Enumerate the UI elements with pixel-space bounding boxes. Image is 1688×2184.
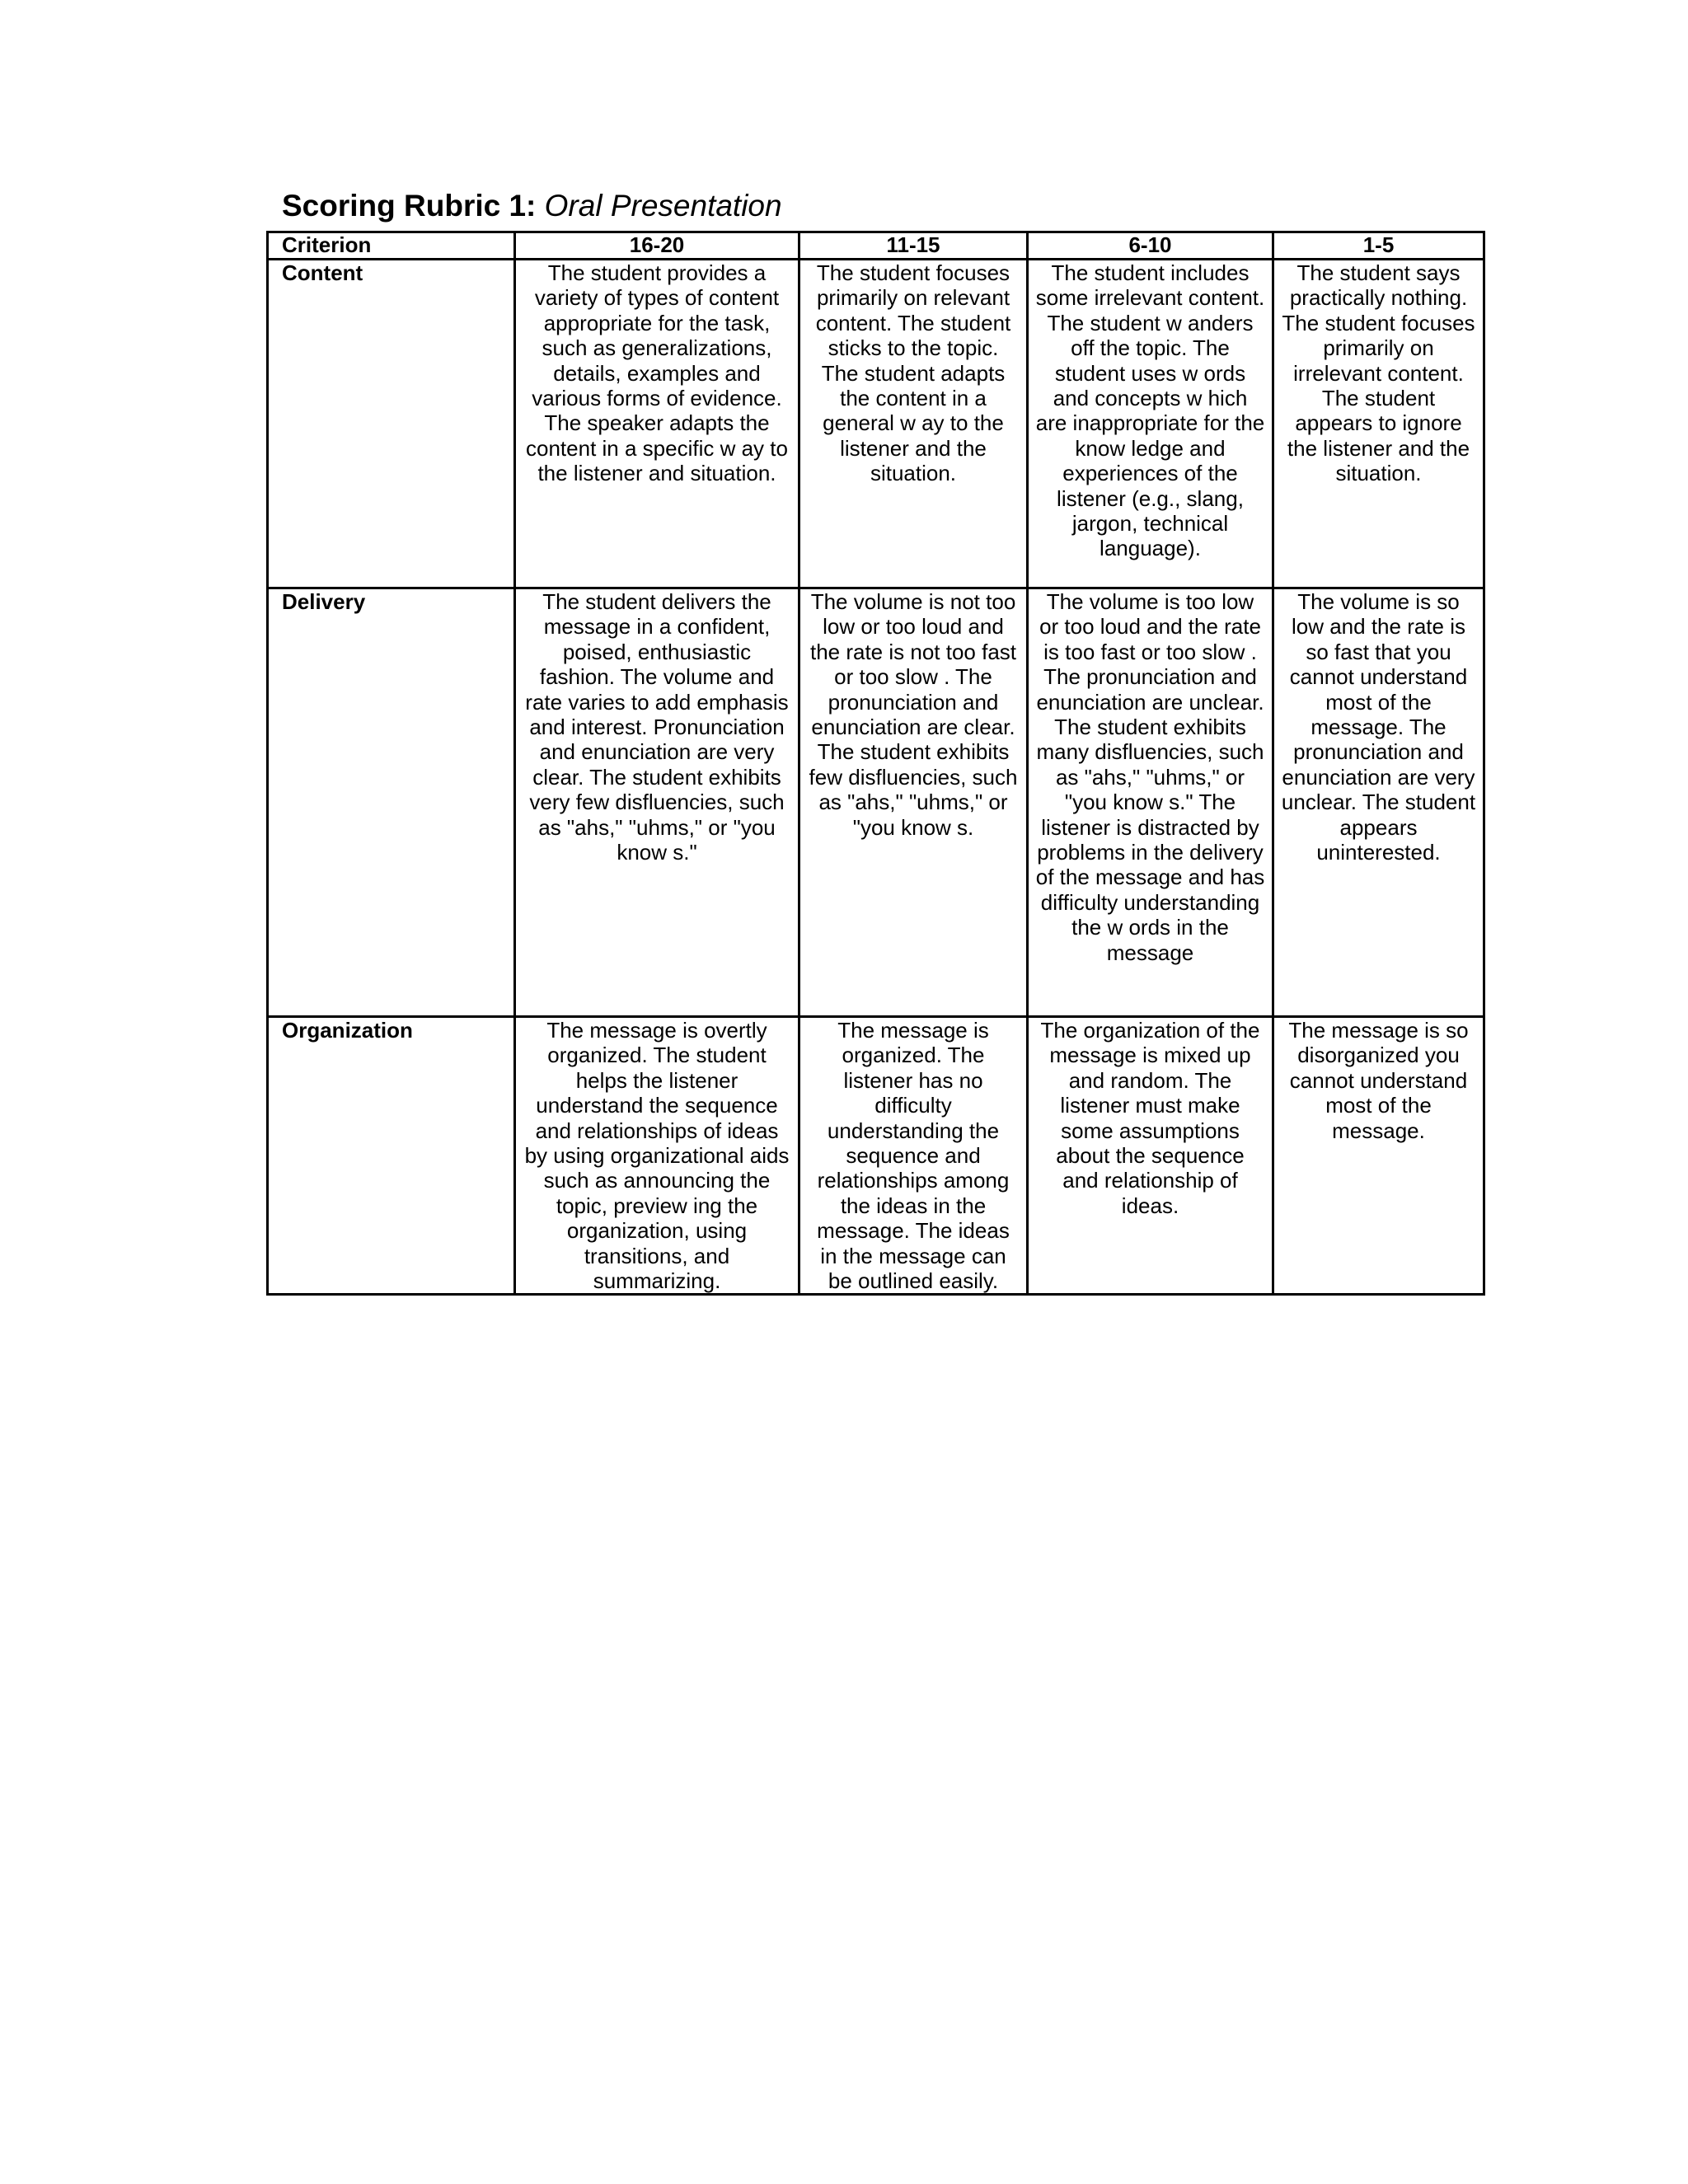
header-row <box>268 232 1484 260</box>
descriptor-cell: The student says practically nothing. The student focuses primarily on irrelevant content. The student appears to ignore the listener and the situation. <box>1273 260 1484 588</box>
title-prefix: Scoring Rubric 1: <box>282 189 545 223</box>
descriptor-cell: The student includes some irrelevant content. The student w anders off the topic. The student uses w ords and concepts w hich are inappropriate for the know ledge and experiences of the listener (e.g., slang, jargon, technical language). <box>1028 260 1273 588</box>
title-name: Oral Presentation <box>544 189 782 223</box>
table-row-organization <box>268 1017 1484 1295</box>
descriptor-cell: The student provides a variety of types of content appropriate for the task, such as generalizations, details, examples and various forms of evidence. The speaker adapts the content in a specific w ay to the listener and situation. <box>515 260 799 588</box>
descriptor-cell: The message is organized. The listener has no difficulty understanding the sequence and relationships among the ideas in the message. The ideas in the message can be outlined easily. <box>799 1017 1028 1295</box>
descriptor-cell: The message is so disorganized you cannot understand most of the message. <box>1273 1017 1484 1295</box>
rubric-title <box>282 188 782 224</box>
descriptor-cell: The volume is not too low or too loud and the rate is not too fast or too slow . The pronunciation and enunciation are clear. The student exhibits few disfluencies, such as "ahs," "uhms," or "you know s. <box>799 588 1028 1017</box>
table-row-content <box>268 260 1484 588</box>
descriptor-cell: The student delivers the message in a confident, poised, enthusiastic fashion. The volume and rate varies to add emphasis and interest. Pronunciation and enunciation are very clear. The student exhibits very few disfluencies, such as "ahs," "uhms," or "you know s." <box>515 588 799 1017</box>
descriptor-cell: The organization of the message is mixed up and random. The listener must make some assumptions about the sequence and relationship of ideas. <box>1028 1017 1273 1295</box>
criterion-cell: Content <box>268 260 515 588</box>
descriptor-cell: The volume is so low and the rate is so fast that you cannot understand most of the message. The pronunciation and enunciation are very unclear. The student appears uninterested. <box>1273 588 1484 1017</box>
header-score-1-5: 1-5 <box>1273 232 1484 260</box>
descriptor-cell: The volume is too low or too loud and the rate is too fast or too slow . The pronunciation and enunciation are unclear. The student exhibits many disfluencies, such as "ahs," "uhms," or "you know s." The listener is distracted by problems in the delivery of the message and has difficulty understanding the w ords in the message <box>1028 588 1273 1017</box>
header-score-11-15: 11-15 <box>799 232 1028 260</box>
table-row-delivery <box>268 588 1484 1017</box>
criterion-cell: Delivery <box>268 588 515 1017</box>
rubric-table <box>266 231 1485 1296</box>
descriptor-cell: The student focuses primarily on relevant content. The student sticks to the topic. The student adapts the content in a general w ay to the listener and the situation. <box>799 260 1028 588</box>
header-score-6-10: 6-10 <box>1028 232 1273 260</box>
criterion-cell: Organization <box>268 1017 515 1295</box>
header-criterion: Criterion <box>268 232 515 260</box>
header-score-16-20: 16-20 <box>515 232 799 260</box>
descriptor-cell: The message is overtly organized. The student helps the listener understand the sequence and relationships of ideas by using organizational aids such as announcing the topic, preview ing the organization, using transitions, and summarizing. <box>515 1017 799 1295</box>
